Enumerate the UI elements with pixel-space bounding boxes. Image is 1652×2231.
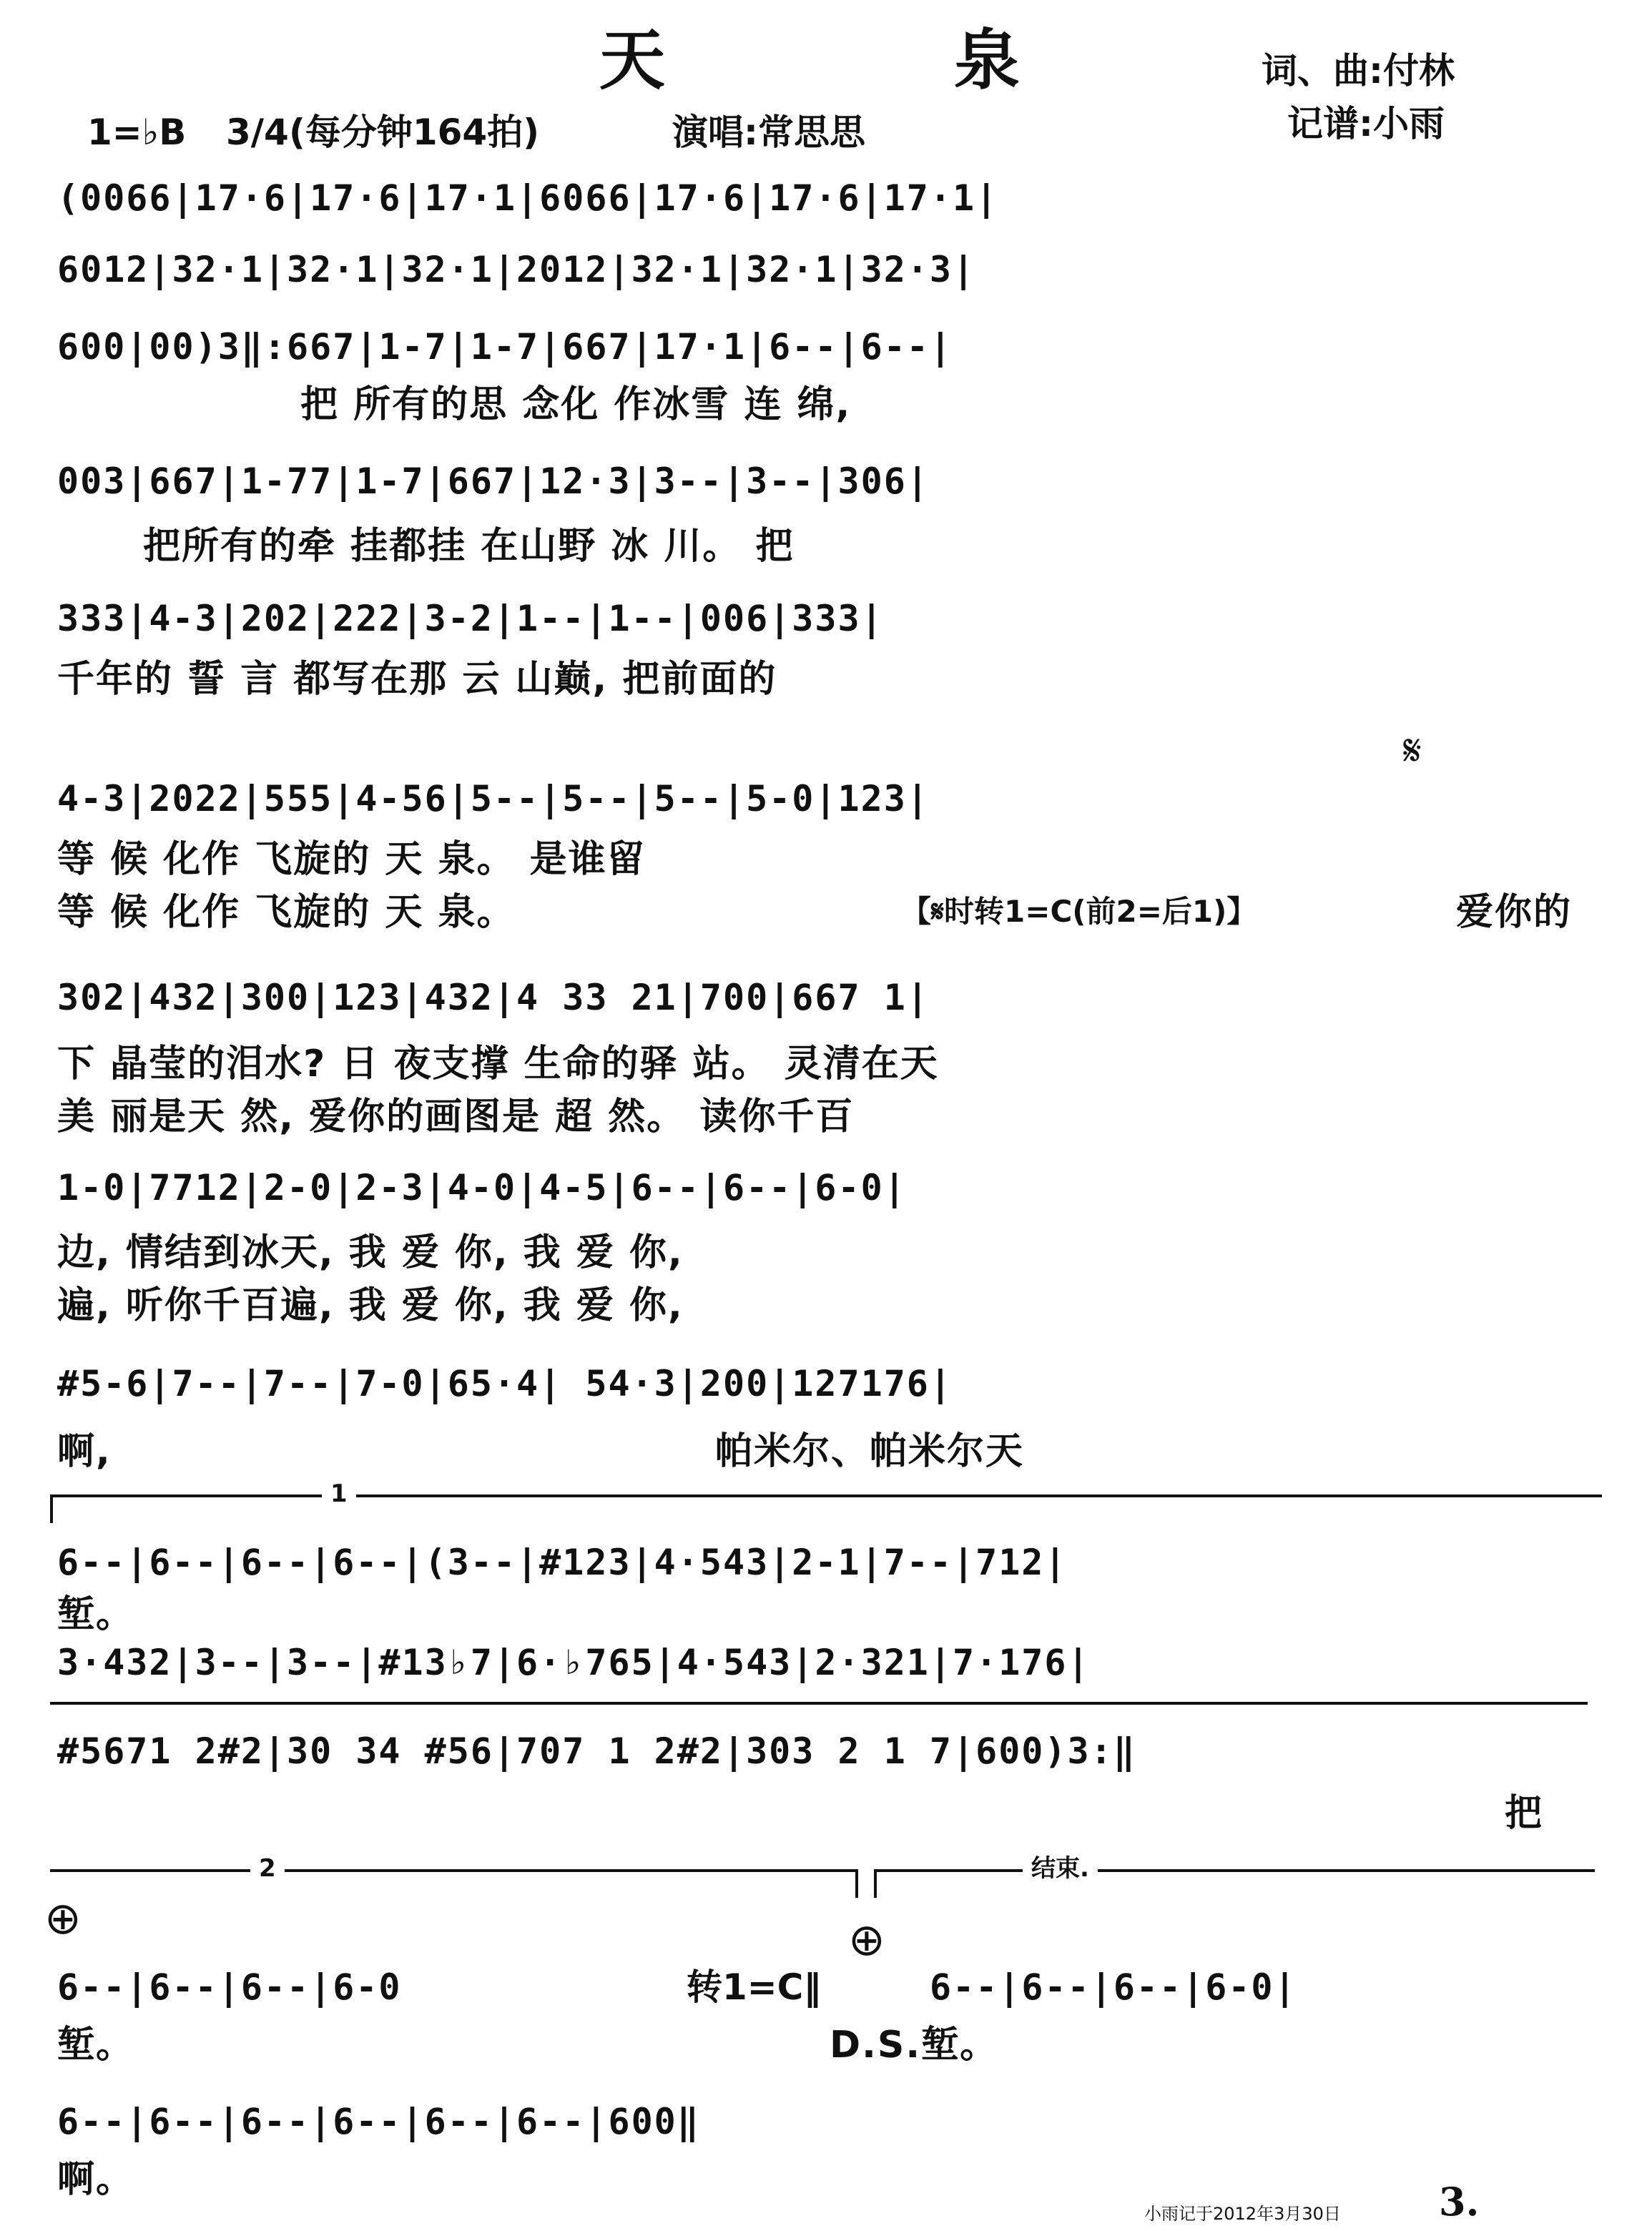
volta-1-bracket-end	[50, 1494, 53, 1523]
score-line-6: 4-3|2022|555|4-56|5--|5--|5--|5-0|123|	[57, 778, 930, 819]
score-line-1: (0066|17·6|17·6|17·1|6066|17·6|17·6|17·1|	[57, 177, 999, 219]
ending-bracket	[874, 1869, 1595, 1872]
volta-2-label: 2	[250, 1856, 285, 1881]
lyric-line-6-verse-1: 等 候 化作 飞旋的 天 泉。 是谁留	[57, 838, 646, 881]
score-line-13-modulation: 转1=C‖	[687, 1966, 822, 2008]
tempo: (每分钟164拍)	[289, 112, 540, 153]
footer-note: 小雨记于2012年3月30日	[1144, 2204, 1341, 2224]
modulation-note: 【𝄋时转1=C(前2=后1)】	[901, 894, 1257, 929]
lyric-line-3: 把 所有的思 念化 作冰雪 连 绵,	[300, 383, 852, 426]
score-line-3: 600|00)3‖:667|1-7|1-7|667|17·1|6--|6--|	[57, 326, 953, 368]
score-line-12: #5671 2#2|30 34 #56|707 1 2#2|303 2 1 7|600)3:‖	[57, 1730, 1136, 1772]
lyric-line-12: 把	[1505, 1792, 1544, 1835]
score-line-2: 6012|32·1|32·1|32·1|2012|32·1|32·1|32·3|	[57, 249, 976, 290]
ending-bracket-start	[874, 1869, 877, 1898]
lyric-line-7-verse-1: 下 晶莹的泪水? 日 夜支撑 生命的驿 站。 灵清在天	[57, 1043, 939, 1085]
volta-1-bracket	[50, 1494, 1602, 1497]
credits: 词、曲:付林	[1262, 50, 1455, 92]
score-line-11: 3·432|3--|3--|#13♭7|6·♭765|4·543|2·321|7·176|	[57, 1642, 1091, 1683]
lyric-line-9-a: 啊,	[57, 1430, 112, 1473]
score-line-14: 6--|6--|6--|6--|6--|6--|600‖	[57, 2101, 700, 2142]
lyric-line-8-verse-2: 遍, 听你千百遍, 我 爱 你, 我 爱 你,	[57, 1284, 684, 1327]
score-line-5: 333|4-3|202|222|3-2|1--|1--|006|333|	[57, 598, 884, 639]
score-line-8: 1-0|7712|2-0|2-3|4-0|4-5|6--|6--|6-0|	[57, 1167, 907, 1208]
lyric-line-9-b: 帕米尔、帕米尔天	[715, 1430, 1025, 1473]
title-char-2: 泉	[954, 21, 1021, 99]
lyric-line-10: 堑。	[57, 1593, 135, 1636]
lyric-line-6-verse-2-tail: 爱你的	[1456, 891, 1573, 934]
lyric-line-14: 啊。	[57, 2158, 135, 2201]
singer: 演唱:常思思	[672, 112, 865, 153]
score-line-13-right: 6--|6--|6--|6-0|	[930, 1966, 1297, 2008]
score-line-7: 302|432|300|123|432|4 33 21|700|667 1|	[57, 977, 930, 1018]
volta-2-bracket	[50, 1869, 858, 1872]
lyric-line-13-b: D.S.堑。	[830, 2024, 999, 2067]
score-line-13-left: 6--|6--|6--|6-0	[57, 1966, 402, 2008]
key-signature: 1=♭B	[87, 112, 187, 153]
lyric-line-8-verse-1: 边, 情结到冰天, 我 爱 你, 我 爱 你,	[57, 1231, 684, 1274]
coda-icon-2: ⊕	[848, 1914, 885, 1966]
lyric-line-13-a: 堑。	[57, 2024, 135, 2067]
title-char-1: 天	[599, 21, 666, 99]
volta-1-label: 1	[322, 1482, 356, 1506]
lyric-line-4: 把所有的牵 挂都挂 在山野 冰 川。 把	[143, 525, 795, 568]
score-line-9: #5-6|7--|7--|7-0|65·4| 54·3|200|127176|	[57, 1363, 953, 1404]
lyric-line-7-verse-2: 美 丽是天 然, 爱你的画图是 超 然。 读你千百	[57, 1095, 855, 1138]
score-line-10: 6--|6--|6--|6--|(3--|#123|4·543|2-1|7--|712|	[57, 1542, 1068, 1583]
lyric-line-6-verse-2: 等 候 化作 飞旋的 天 泉。	[57, 891, 516, 934]
time-signature: 3/4	[226, 112, 289, 153]
coda-icon: ⊕	[44, 1892, 82, 1944]
volta-1-bracket-bottom	[50, 1702, 1588, 1705]
transcriber: 记谱:小雨	[1287, 103, 1445, 144]
page-number: 3.	[1439, 2179, 1480, 2225]
ending-label: 结束.	[1023, 1856, 1098, 1881]
score-line-4: 003|667|1-77|1-7|667|12·3|3--|3--|306|	[57, 461, 930, 502]
lyric-line-5: 千年的 誓 言 都写在那 云 山巅, 把前面的	[57, 658, 777, 701]
segno-sign: 𝄋	[1403, 726, 1422, 776]
volta-2-bracket-end	[855, 1869, 858, 1898]
